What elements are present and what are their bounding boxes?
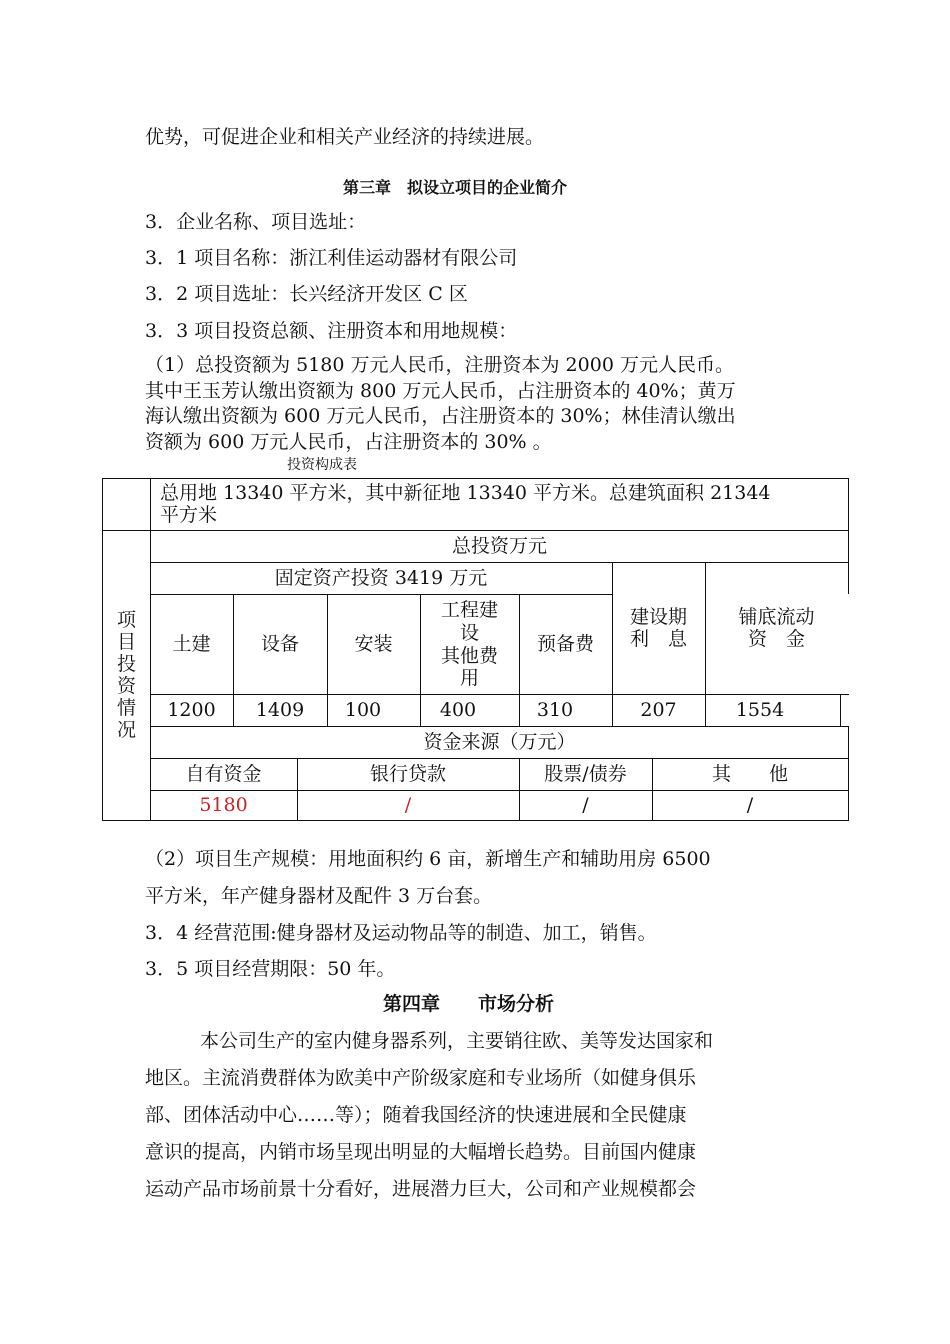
section-3-3: 3．3 项目投资总额、注册资本和用地规模： (145, 320, 518, 342)
investment-line-1: （1）总投资额为 5180 万元人民币，注册资本为 2000 万元人民币。 (145, 354, 734, 376)
other-costs-header (420, 595, 519, 694)
working-capital-header-line: 铺底流动 (738, 605, 815, 628)
funding-source-header: 资金来源（万元） (423, 730, 576, 753)
working-capital-header (705, 563, 848, 694)
funding-own-value: 5180 (199, 793, 248, 816)
side-label-char: 资 (116, 675, 136, 697)
chapter-3-title: 第三章 拟设立项目的企业简介 (343, 178, 568, 197)
value-equipment: 1409 (255, 698, 305, 721)
fixed-asset-header: 固定资产投资 3419 万元 (274, 566, 488, 589)
interest-header-line: 利 息 (629, 627, 687, 650)
section-3-5: 3．5 项目经营期限：50 年。 (145, 958, 396, 980)
side-label-char: 情 (116, 696, 136, 719)
interest-header-line: 建设期 (629, 605, 687, 628)
section-3-4: 3．4 经营范围:健身器材及运动物品等的制造、加工，销售。 (145, 922, 657, 944)
funding-bank-header: 银行贷款 (369, 762, 446, 785)
production-scale-line-2: 平方米，年产健身器材及配件 3 万台套。 (145, 885, 493, 907)
side-label (103, 532, 150, 820)
value-working-capital: 1554 (735, 698, 785, 721)
total-investment-header: 总投资万元 (451, 534, 547, 557)
equipment-header: 设备 (260, 632, 299, 655)
other-costs-header-line: 其他费 (440, 644, 498, 667)
market-line-4: 意识的提高，内销市场呈现出明显的大幅增长趋势。目前国内健康 (145, 1141, 697, 1163)
interest-header (612, 563, 705, 694)
land-use-cell (160, 480, 850, 530)
section-3-2: 3．2 项目选址：长兴经济开发区 C 区 (145, 283, 468, 305)
other-costs-header-line: 设 (459, 621, 479, 644)
investment-line-2: 其中王玉芳认缴出资额为 800 万元人民币，占注册资本的 40%；黄万 (145, 380, 736, 402)
value-installation: 100 (344, 698, 382, 721)
value-other-costs: 400 (439, 698, 477, 721)
chapter-4-title: 第四章 市场分析 (383, 993, 555, 1015)
production-scale-line-1: （2）项目生产规模：用地面积约 6 亩，新增生产和辅助用房 6500 (145, 848, 711, 870)
investment-line-3: 海认缴出资额为 600 万元人民币，占注册资本的 30%；林佳清认缴出 (145, 405, 736, 427)
funding-own-header: 自有资金 (185, 762, 262, 785)
land-use-line-2: 平方米 (160, 504, 218, 526)
paragraph-continuation: 优势，可促进企业和相关产业经济的持续进展。 (145, 126, 545, 148)
reserve-fund-header: 预备费 (536, 632, 594, 655)
civil-works-header: 土建 (172, 632, 211, 655)
side-label-char: 目 (116, 631, 136, 654)
investment-line-4: 资额为 600 万元人民币，占注册资本的 30% 。 (145, 431, 552, 453)
funding-other-value: / (746, 793, 754, 816)
table-caption: 投资构成表 (287, 457, 357, 473)
market-line-3: 部、团体活动中心……等）；随着我国经济的快速进展和全民健康 (145, 1104, 687, 1126)
section-3-1: 3．1 项目名称：浙江利佳运动器材有限公司 (145, 247, 518, 269)
value-reserve: 310 (536, 698, 574, 721)
funding-stock-value: / (582, 793, 589, 816)
value-interest: 207 (640, 698, 677, 721)
section-3-heading: 3．企业名称、项目选址： (145, 211, 367, 233)
value-civil: 1200 (167, 698, 216, 721)
other-costs-header-line: 用 (459, 667, 479, 690)
side-label-char: 投 (116, 653, 136, 676)
installation-header: 安装 (354, 632, 393, 655)
funding-stock-header: 股票/债券 (544, 762, 627, 785)
land-use-line-1: 总用地 13340 平方米，其中新征地 13340 平方米。总建筑面积 21344 (160, 482, 771, 505)
funding-other-header: 其 他 (711, 762, 788, 785)
market-line-2: 地区。主流消费群体为欧美中产阶级家庭和专业场所（如健身俱乐 (145, 1067, 697, 1089)
side-label-char: 项 (116, 609, 136, 632)
side-label-char: 况 (116, 718, 136, 741)
market-line-5: 运动产品市场前景十分看好，进展潜力巨大，公司和产业规模都会 (145, 1178, 697, 1200)
other-costs-header-line: 工程建 (440, 598, 498, 621)
market-line-1: 本公司生产的室内健身器系列，主要销往欧、美等发达国家和 (200, 1030, 714, 1052)
working-capital-header-line: 资 金 (747, 627, 805, 650)
funding-bank-value: / (404, 793, 412, 816)
